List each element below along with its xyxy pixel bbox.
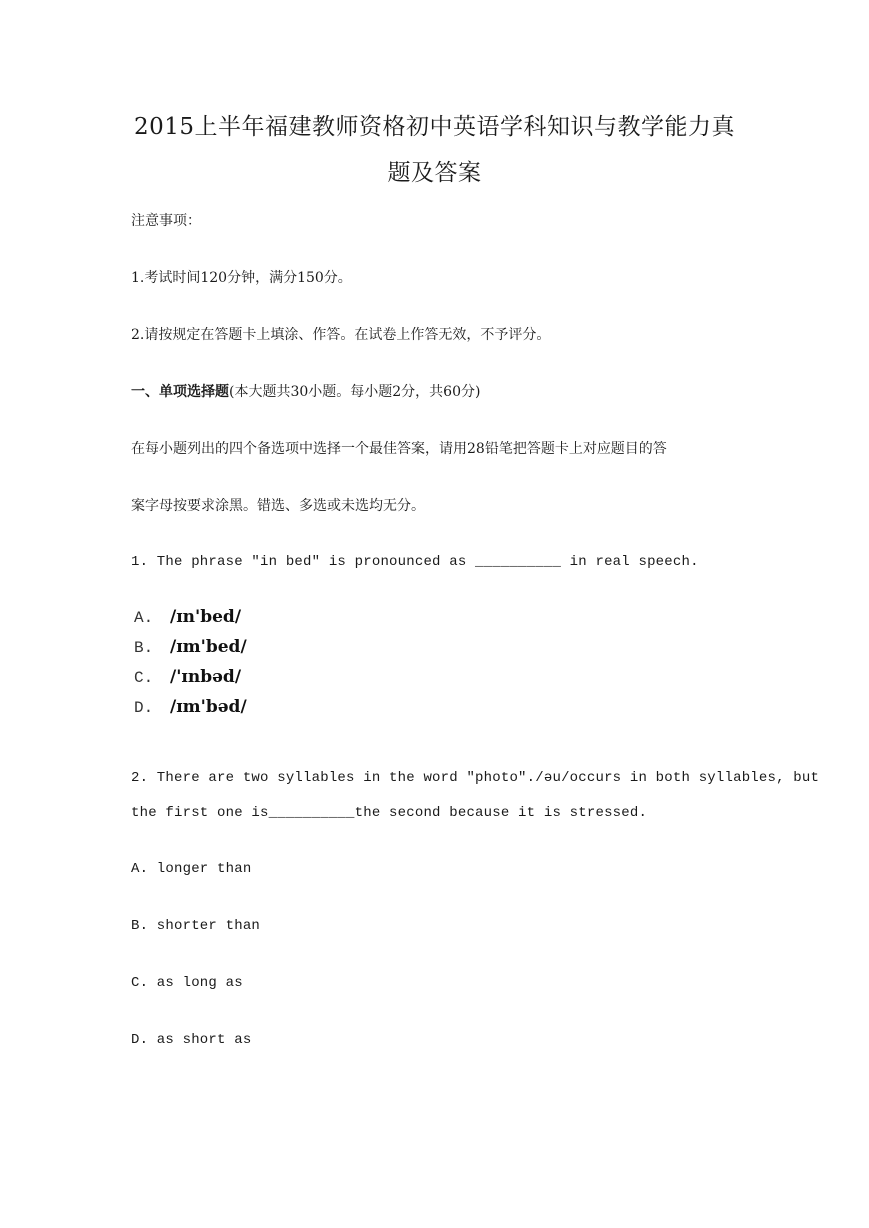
section-heading (131, 382, 480, 402)
question-2-stem-line2: the first one is__________the second because it is stressed. (131, 805, 648, 821)
instruction-line-1: 在每小题列出的四个备选项中选择一个最佳答案，请用28铅笔把答题卡上对应题目的答 (131, 441, 667, 457)
question-1-option-a (134, 606, 241, 629)
option-text: /'ɪnbəd/ (170, 667, 242, 687)
notice-item-1: 1.考试时间120分钟，满分150分。 (131, 270, 352, 286)
instruction-line-2: 案字母按要求涂黑。错选、多选或未选均无分。 (131, 498, 425, 514)
option-letter: C. (134, 669, 154, 687)
question-1-stem: 1. The phrase "in bed" is pronounced as __________ in real speech. (131, 554, 699, 570)
option-text: /ɪm'bed/ (170, 637, 247, 657)
notice-heading: 注意事项： (131, 213, 201, 229)
option-text: /ɪn'bed/ (170, 607, 242, 627)
document-title-line2: 题及答案 (387, 160, 482, 186)
question-1-option-b (134, 636, 247, 659)
section-title: 一、单项选择题 (131, 384, 229, 400)
question-2-option-d: D. as short as (131, 1032, 252, 1048)
question-2-option-b: B. shorter than (131, 918, 261, 934)
question-2-option-a: A. longer than (131, 861, 252, 877)
option-letter: B. (134, 639, 154, 657)
section-description: (本大题共30小题。每小题2分，共60分) (229, 384, 481, 400)
question-1-option-c (134, 666, 241, 689)
document-title-line1: 2015上半年福建教师资格初中英语学科知识与教学能力真 (133, 114, 736, 140)
question-1-option-d (134, 696, 247, 719)
question-2-stem-line1: 2. There are two syllables in the word "photo"./əu/occurs in both syllables, but (131, 770, 820, 786)
option-letter: A. (134, 609, 154, 627)
question-2-option-c: C. as long as (131, 975, 243, 991)
notice-item-2: 2.请按规定在答题卡上填涂、作答。在试卷上作答无效，不予评分。 (131, 327, 551, 343)
option-letter: D. (134, 699, 154, 717)
option-text: /ɪm'bəd/ (170, 697, 247, 717)
